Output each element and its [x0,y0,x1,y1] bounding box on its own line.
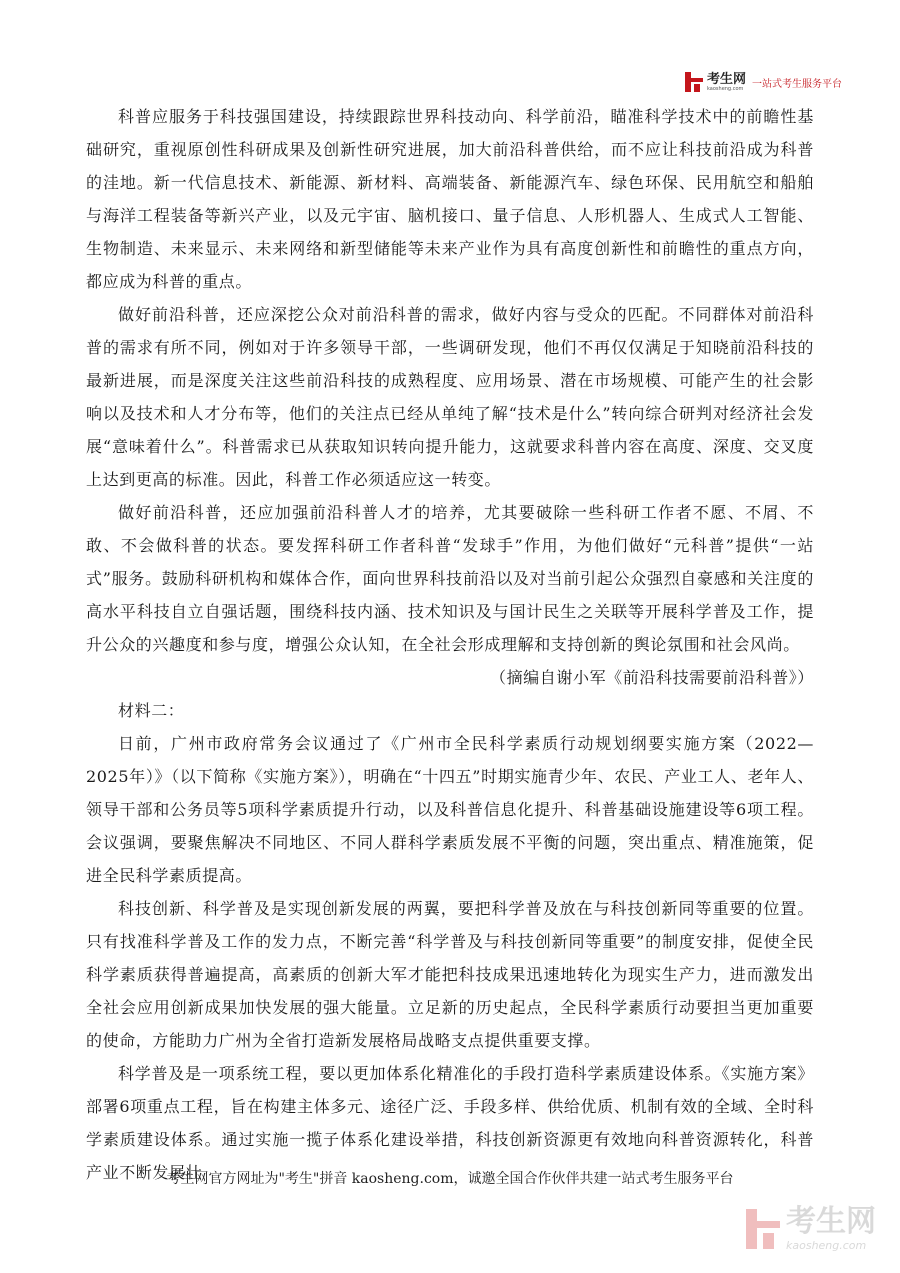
logo-slogan: 一站式考生服务平台 [752,78,842,90]
source-citation: （摘编自谢小军《前沿科技需要前沿科普》） [489,668,814,687]
watermark-domain: kaosheng.com [786,1239,867,1252]
logo-text [707,73,746,92]
paragraph-4: 日前，广州市政府常务会议通过了《广州市全民科学素质行动规划纲要实施方案（2022—2025年）》（以下简称《实施方案》），明确在“十四五”时期实施青少年、农民、产业工人、老年人、领导干部和公务员等5项科学素质提升行动，以及科普信息化提升、科普基础设施建设等6项工程。会议强调，要聚焦解决不同地区、不同人群科学素质发展不平衡的问题，突出重点、精准施策，促进全民科学素质提高。 [86,734,814,885]
paragraph-3: 做好前沿科普，还应加强前沿科普人才的培养，尤其要破除一些科研工作者不愿、不屑、不敢、不会做科普的状态。要发挥科研工作者科普“发球手”作用，为他们做好“元科普”提供“一站式”服务。鼓励科研机构和媒体合作，面向世界科技前沿以及对当前引起公众强烈自豪感和关注度的高水平科技自立自强话题，围绕科技内涵、技术知识及与国计民生之关联等开展科学普及工作，提升公众的兴趣度和参与度，增强公众认知，在全社会形成理解和支持创新的舆论氛围和社会风尚。 [86,503,814,654]
watermark-logo-icon [746,1209,780,1249]
paragraph-5: 科技创新、科学普及是实现创新发展的两翼，要把科学普及放在与科技创新同等重要的位置。只有找准科学普及工作的发力点，不断完善“科学普及与科技创新同等重要”的制度安排，促使全民科学素质获得普遍提高，高素质的创新大军才能把科技成果迅速地转化为现实生产力，进而激发出全社会应用创新成果加快发展的强大能量。立足新的历史起点，全民科学素质行动要担当更加重要的使命，方能助力广州为全省打造新发展格局战略支点提供重要支撑。 [86,899,814,1050]
logo-domain: kaosheng.com [706,85,744,92]
page-footer: 考生网官方网址为"考生"拼音 kaosheng.com，诚邀全国合作伙伴共建一站式考生服务平台 [166,1171,734,1187]
watermark-name: 考生网 [786,1204,876,1239]
document-body [86,100,814,1189]
material-label: 材料二： [118,701,185,720]
paragraph-2: 做好前沿科普，还应深挖公众对前沿科普的需求，做好内容与受众的匹配。不同群体对前沿科普的需求有所不同，例如对于许多领导干部，一些调研发现，他们不再仅仅满足于知晓前沿科技的最新进展，而是深度关注这些前沿科技的成熟程度、应用场景、潜在市场规模、可能产生的社会影响以及技术和人才分布等，他们的关注点已经从单纯了解“技术是什么”转向综合研判对经济社会发展“意味着什么”。科普需求已从获取知识转向提升能力，这就要求科普内容在高度、深度、交叉度上达到更高的标准。因此，科普工作必须适应这一转变。 [86,305,814,489]
watermark [746,1204,876,1252]
kaosheng-logo-icon [685,72,703,92]
paragraph-1: 科普应服务于科技强国建设，持续跟踪世界科技动向、科学前沿，瞄准科学技术中的前瞻性基础研究，重视原创性科研成果及创新性研究进展，加大前沿科普供给，而不应让科技前沿成为科普的洼地。新一代信息技术、新能源、新材料、高端装备、新能源汽车、绿色环保、民用航空和船舶与海洋工程装备等新兴产业，以及元宇宙、脑机接口、量子信息、人形机器人、生成式人工智能、生物制造、未来显示、未来网络和新型储能等未来产业作为具有高度创新性和前瞻性的重点方向，都应成为科普的重点。 [86,107,814,291]
header-logo[interactable] [685,72,842,92]
watermark-text [786,1204,876,1252]
logo-name: 考生网 [706,71,746,87]
paragraph-6: 科学普及是一项系统工程，要以更加体系化精准化的手段打造科学素质建设体系。《实施方案》部署6项重点工程，旨在构建主体多元、途径广泛、手段多样、供给优质、机制有效的全域、全时科学素质建设体系。通过实施一揽子体系化建设举措，科技创新资源更有效地向科普资源转化，科普产业不断发展壮 [86,1064,814,1182]
